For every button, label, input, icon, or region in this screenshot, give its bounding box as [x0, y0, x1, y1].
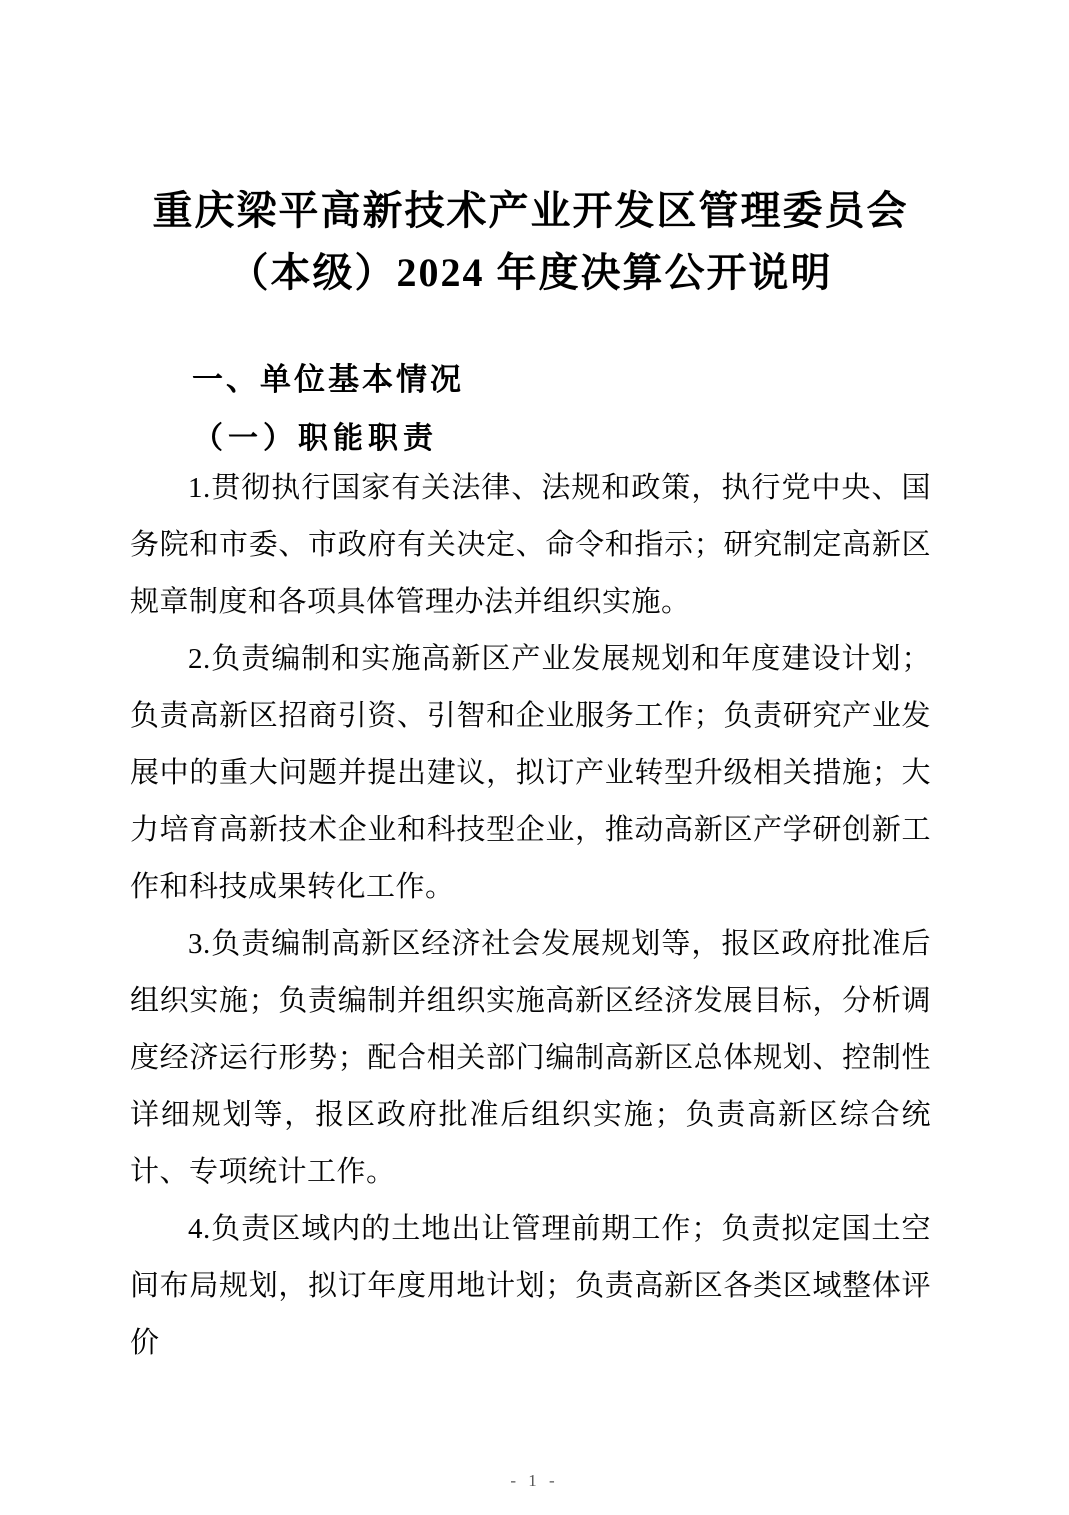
document-title: [130, 180, 931, 304]
section-heading-basic-info: 一、单位基本情况: [192, 362, 464, 397]
body-text: [130, 460, 931, 1372]
page-number: - 1 -: [510, 1471, 559, 1490]
paragraph-duty-4: 4.负责区域内的土地出让管理前期工作；负责拟定国土空间布局规划，拟订年度用地计划；负责高新区各类区域整体评价: [130, 1213, 931, 1359]
document-title-line2: （本级）2024 年度决算公开说明: [228, 250, 833, 295]
document-title-line1: 重庆梁平高新技术产业开发区管理委员会: [152, 188, 909, 233]
paragraph-duty-3: 3.负责编制高新区经济社会发展规划等，报区政府批准后组织实施；负责编制并组织实施高新区经济发展目标，分析调度经济运行形势；配合相关部门编制高新区总体规划、控制性详细规划等，报区政府批准后组织实施；负责高新区综合统计、专项统计工作。: [130, 928, 931, 1188]
paragraph-duty-1: 1.贯彻执行国家有关法律、法规和政策，执行党中央、国务院和市委、市政府有关决定、命令和指示；研究制定高新区规章制度和各项具体管理办法并组织实施。: [130, 472, 931, 618]
paragraph-duty-2: 2.负责编制和实施高新区产业发展规划和年度建设计划；负责高新区招商引资、引智和企业服务工作；负责研究产业发展中的重大问题并提出建议，拟订产业转型升级相关措施；大力培育高新技术企业和科技型企业，推动高新区产学研创新工作和科技成果转化工作。: [130, 643, 931, 903]
subsection-heading-duties: （一）职能职责: [193, 422, 438, 455]
